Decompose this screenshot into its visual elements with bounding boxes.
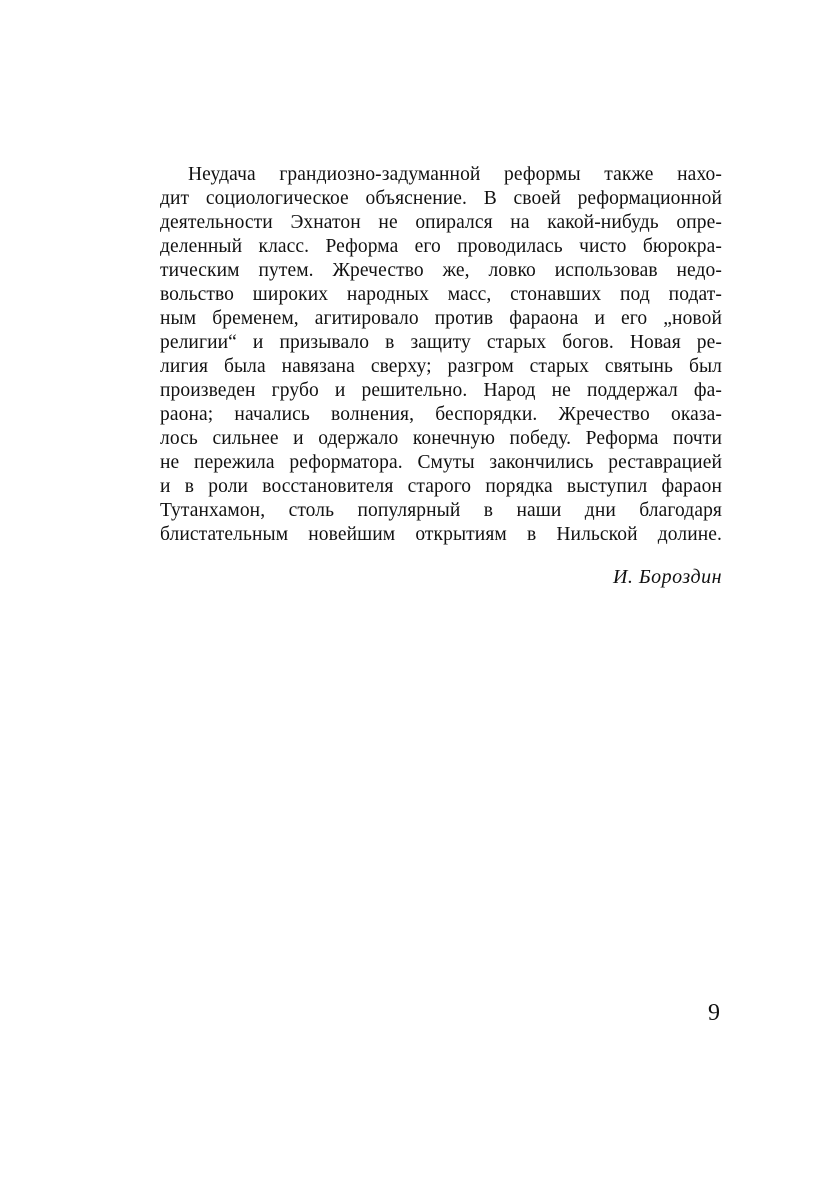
text-line: произведен грубо и решительно. Народ не поддержал фа-	[160, 380, 722, 401]
text-line: раона; начались волнения, беспорядки. Жречество оказа-	[160, 404, 722, 425]
text-line: вольство широких народных масс, стонавших под подат-	[160, 284, 722, 305]
paragraph	[160, 163, 722, 547]
text-line: деленный класс. Реформа его проводилась чисто бюрокра-	[160, 236, 722, 257]
text-line: тическим путем. Жречество же, ловко использовав недо-	[160, 260, 722, 281]
text-line: религии“ и призывало в защиту старых богов. Новая ре-	[160, 332, 722, 353]
text-line: блистательным новейшим открытиям в Нильской долине.	[160, 524, 722, 545]
text-line: дит социологическое объяснение. В своей реформационной	[160, 188, 722, 209]
text-line: лигия была навязана сверху; разгром старых святынь был	[160, 356, 722, 377]
text-line: ным бременем, агитировало против фараона и его „новой	[160, 308, 722, 329]
page-number: 9	[708, 1000, 720, 1026]
text-line: Тутанхамон, столь популярный в наши дни благодаря	[160, 500, 722, 521]
text-line: деятельности Эхнатон не опирался на какой-нибудь опре-	[160, 212, 722, 233]
text-line: не пережила реформатора. Смуты закончились реставрацией	[160, 452, 722, 473]
text-line: лось сильнее и одержало конечную победу. Реформа почти	[160, 428, 722, 449]
author-signature: И. Бороздин	[612, 566, 722, 588]
text-line: и в роли восстановителя старого порядка выступил фараон	[160, 476, 722, 497]
text-line: Неудача грандиозно-задуманной реформы также нахо-	[188, 164, 722, 185]
